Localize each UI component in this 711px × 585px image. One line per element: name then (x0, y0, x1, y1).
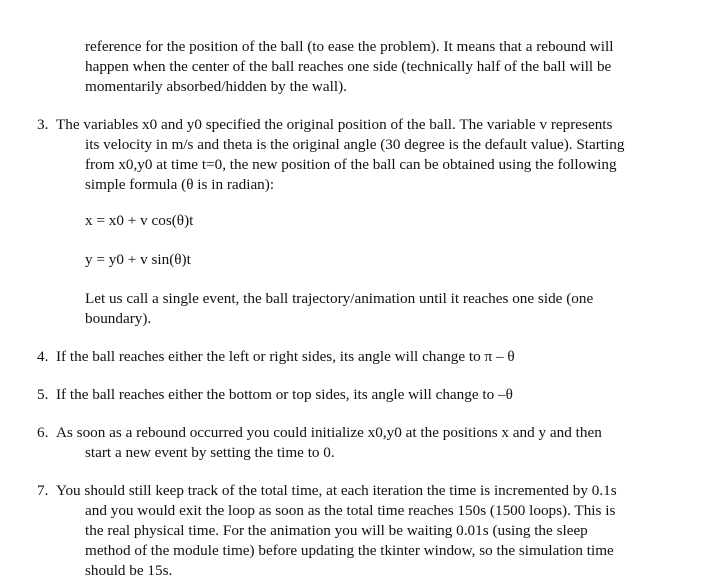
list-item-text: If the ball reaches either the left or right sides, its angle will change to π – θ (56, 348, 515, 365)
list-item-6 (37, 423, 627, 463)
list-item-number: 6. (37, 424, 49, 441)
list-item-number: 7. (37, 482, 49, 499)
list-item-text: If the ball reaches either the bottom or top sides, its angle will change to –θ (56, 386, 513, 403)
list-item-4 (37, 347, 627, 367)
list-item-text: You should still keep track of the total time, at each iteration the time is incremented by 0.1s and you would exit the loop as soon as the total time reaches 150s (1500 loops). This is the real physical time. For the animation you will be waiting 0.01s (using the sleep method of the module time) before updating the tkinter window, so the simulation time should be 15s. (56, 482, 617, 579)
list-item-number: 5. (37, 386, 49, 403)
formula-x: x = x0 + v cos(θ)t (85, 212, 194, 229)
list-item-number: 3. (37, 116, 49, 133)
formula-y: y = y0 + v sin(θ)t (85, 251, 191, 268)
list-item-5 (37, 385, 627, 405)
continuation-paragraph: reference for the position of the ball (to ease the problem). It means that a rebound will happen when the center of the ball reaches one side (technically half of the ball will be momentarily absorbed/hidden by the wall). (85, 38, 614, 95)
list-item-text: The variables x0 and y0 specified the original position of the ball. The variable v represents its velocity in m/s and theta is the original angle (30 degree is the default value). Starting from x0,y0 at time t=0, the new position of the ball can be obtained using the following simple formula (θ is in radian): (56, 116, 625, 193)
list-item-number: 4. (37, 348, 49, 365)
list-item-text: As soon as a rebound occurred you could initialize x0,y0 at the positions x and y and then start a new event by setting the time to 0. (56, 424, 602, 461)
list-item-3 (37, 115, 627, 195)
list-item-7 (37, 481, 627, 581)
event-paragraph: Let us call a single event, the ball trajectory/animation until it reaches one side (one boundary). (85, 290, 594, 327)
